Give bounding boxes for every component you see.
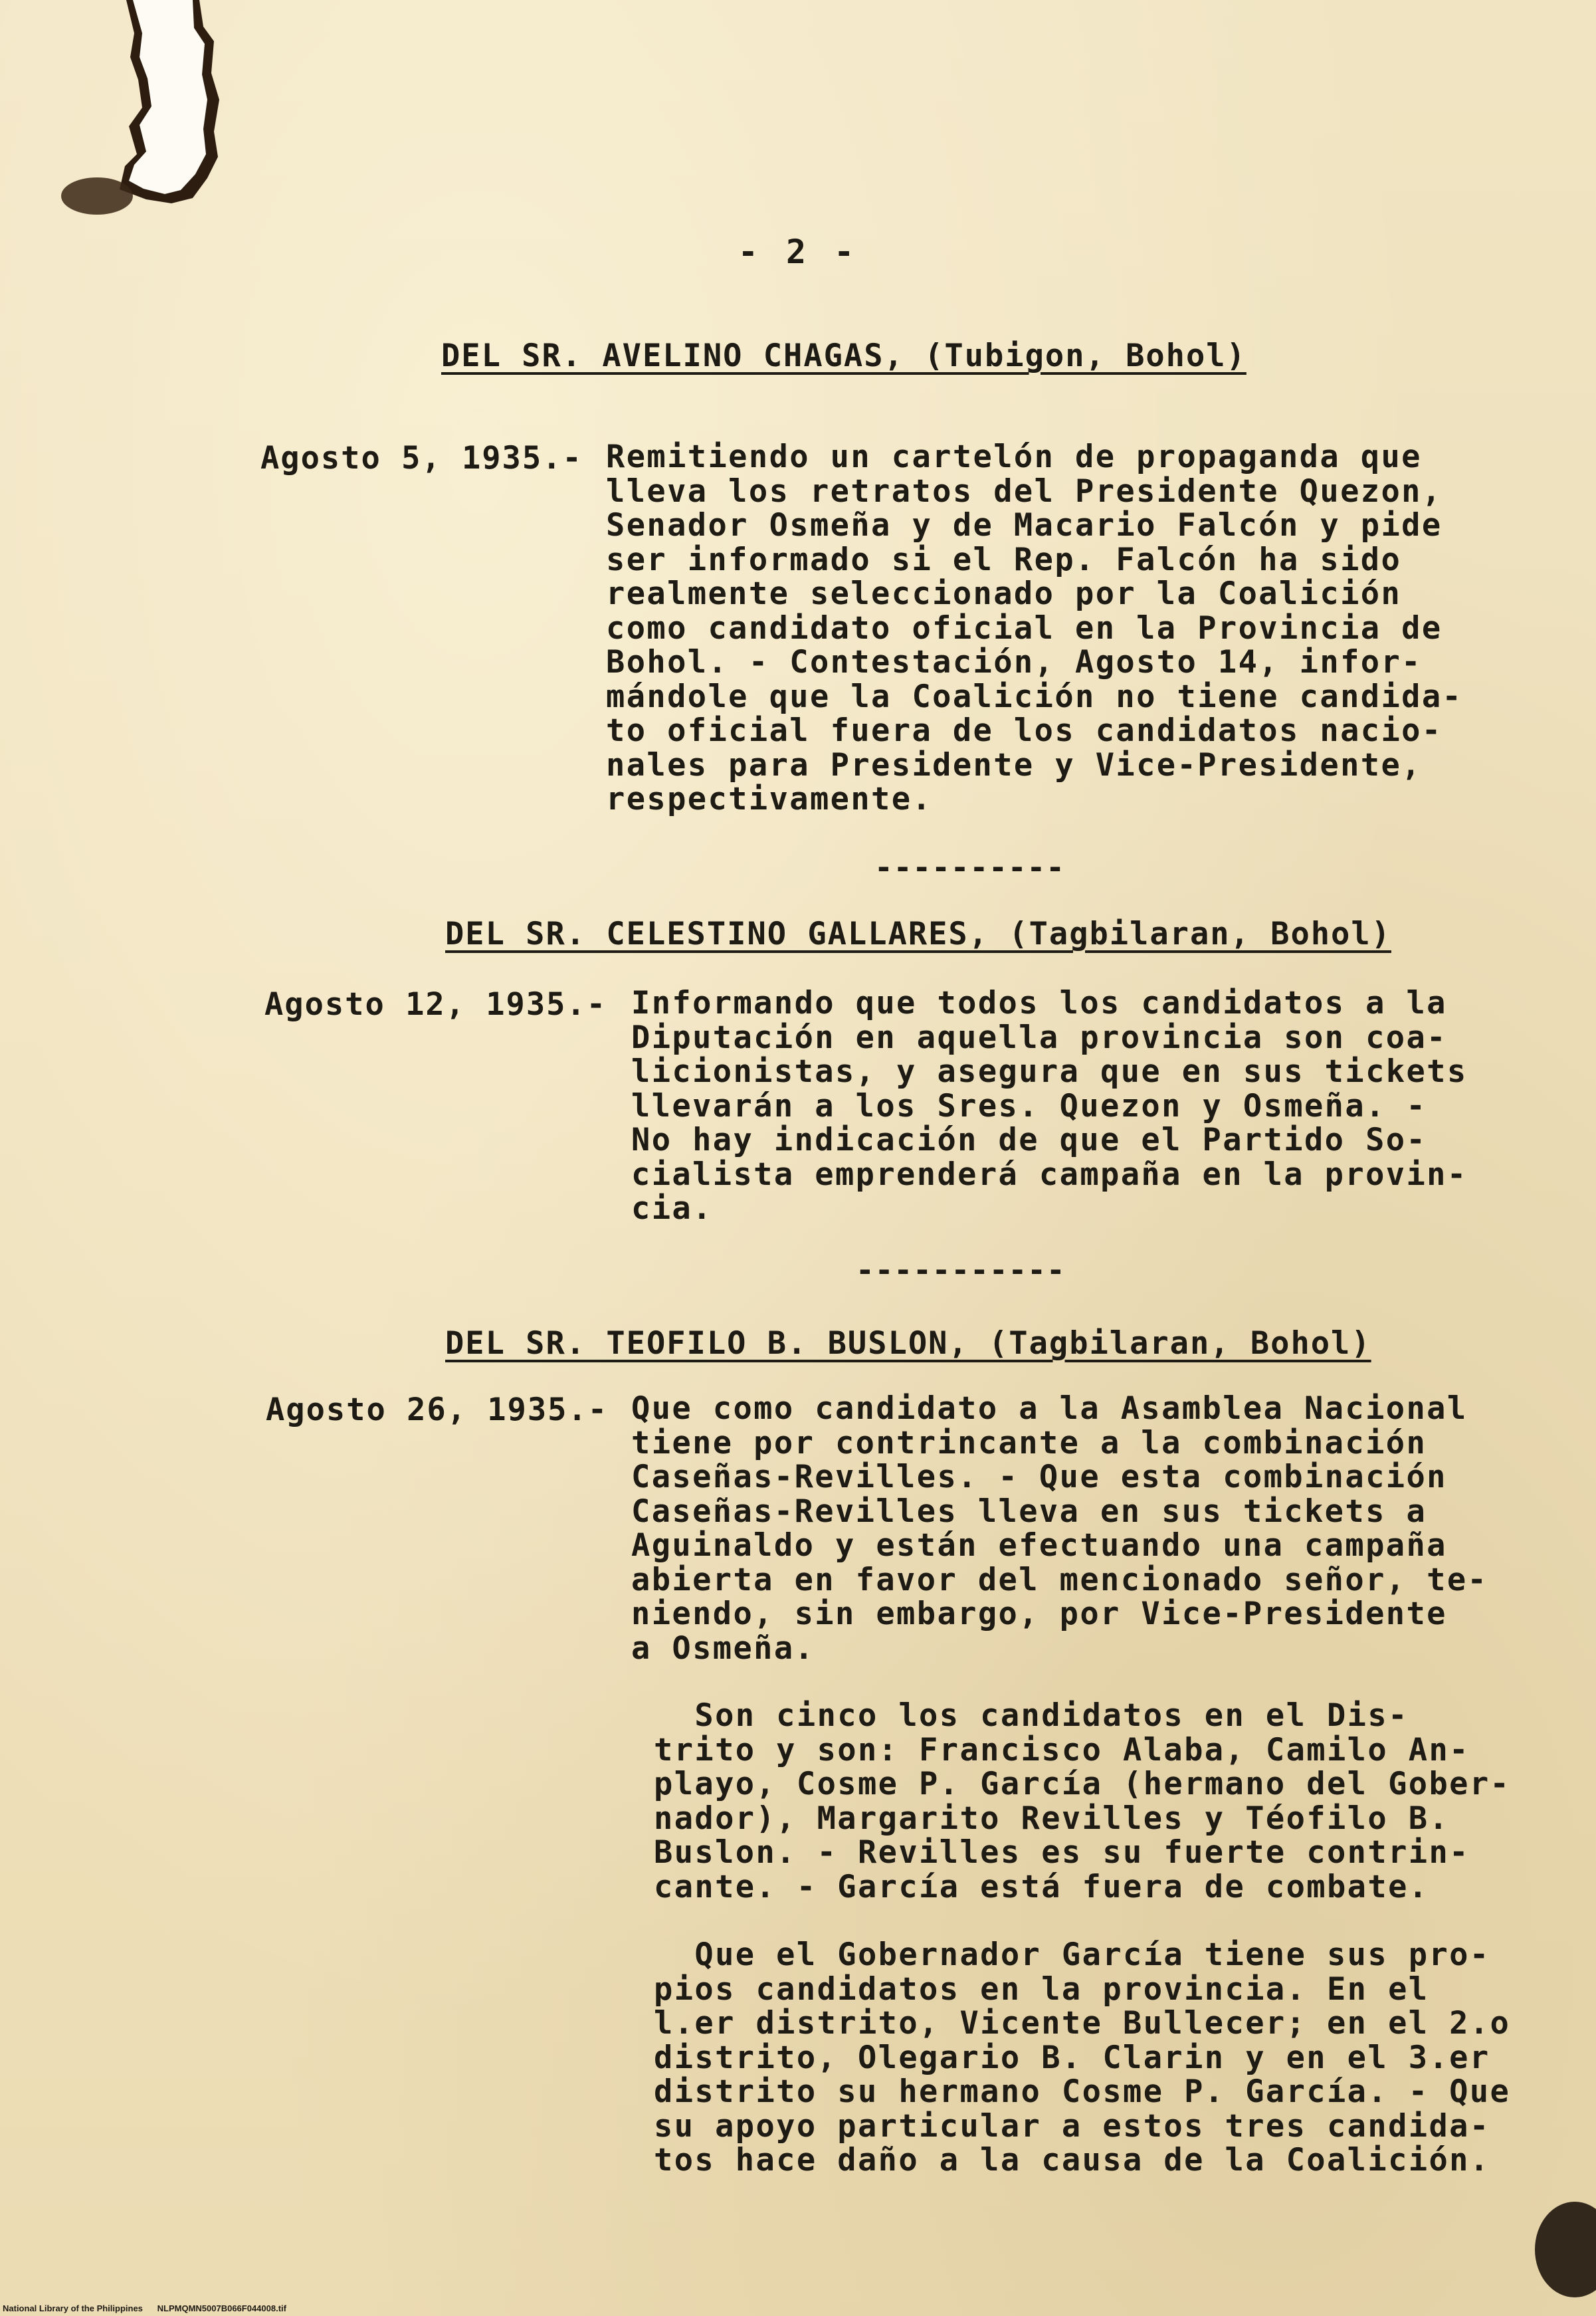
section-separator: ----------	[874, 849, 1065, 885]
text-line: realmente seleccionado por la Coalición	[606, 576, 1402, 612]
text-line: tos hace daño a la causa de la Coalición.	[654, 2142, 1490, 2178]
text-line: mándole que la Coalición no tiene candida-	[606, 678, 1463, 715]
text-line: nales para Presidente y Vice-Presidente,	[606, 746, 1422, 784]
page-number: - 2 -	[738, 233, 858, 271]
text-line: nador), Margarito Revilles y Téofilo B.	[654, 1800, 1450, 1837]
text-line: cia.	[631, 1190, 713, 1227]
text-line: Informando que todos los candidatos a la	[631, 985, 1447, 1021]
text-line: pios candidatos en la provincia. En el	[654, 1970, 1429, 2008]
text-line: a Osmeña.	[631, 1630, 815, 1667]
text-line: su apoyo particular a estos tres candida-	[654, 2107, 1490, 2145]
text-line: distrito, Olegario B. Clarin y en el 3.er	[654, 2039, 1490, 2076]
text-line: playo, Cosme P. García (hermano del Gober-	[654, 1766, 1511, 1802]
entry-date: Agosto 26, 1935.-	[266, 1392, 609, 1428]
text-line: trito y son: Francisco Alaba, Camilo An-	[654, 1731, 1470, 1768]
text-line: Buslon. - Revilles es su fuerte contrin-	[654, 1834, 1470, 1871]
scan-footer	[3, 2303, 286, 2313]
text-line: cialista emprenderá campaña en la provin-	[631, 1156, 1468, 1193]
text-line: lleva los retratos del Presidente Quezon,	[606, 473, 1443, 510]
text-line: Senador Osmeña y de Macario Falcón y pide	[606, 507, 1443, 544]
text-line: Caseñas-Revilles. - Que esta combinación	[631, 1459, 1447, 1495]
text-line: ser informado si el Rep. Falcón ha sido	[606, 541, 1402, 578]
text-line: l.er distrito, Vicente Bullecer; en el 2.o	[654, 2005, 1511, 2042]
text-line: Que el Gobernador García tiene sus pro-	[654, 1937, 1490, 1973]
text-line: Son cinco los candidatos en el Dis-	[654, 1697, 1409, 1734]
text-line: Diputación en aquella provincia son coa-	[631, 1019, 1447, 1056]
text-line: to oficial fuera de los candidatos nacio-	[606, 712, 1443, 749]
text-line: No hay indicación de que el Partido So-	[631, 1122, 1427, 1158]
text-line: niendo, sin embargo, por Vice-Presidente	[631, 1596, 1447, 1632]
entry-paragraph	[631, 1392, 1488, 1665]
text-line: llevarán a los Sres. Quezon y Osmeña. -	[631, 1087, 1427, 1124]
text-line: tiene por contrincante a la combinación	[631, 1424, 1427, 1461]
text-line: licionistas, y asegura que en sus tickets	[631, 1053, 1468, 1090]
text-line: Que como candidato a la Asamblea Nacional	[631, 1390, 1468, 1427]
entry-heading: DEL SR. CELESTINO GALLARES, (Tagbilaran, Bohol)	[445, 916, 1391, 952]
entry-date: Agosto 12, 1935.-	[264, 986, 607, 1023]
text-line: Remitiendo un cartelón de propaganda que	[606, 439, 1422, 475]
entry-paragraph	[606, 440, 1462, 817]
text-line: Aguinaldo y están efectuando una campaña	[631, 1527, 1447, 1564]
text-line: como candidato oficial en la Provincia de	[606, 609, 1443, 647]
burn-stain-top-left	[57, 169, 137, 223]
text-line: abierta en favor del mencionado señor, te-	[631, 1561, 1488, 1598]
entry-date: Agosto 5, 1935.-	[260, 440, 583, 476]
text-line: distrito su hermano Cosme P. García. - Que	[654, 2073, 1511, 2110]
footer-library: National Library of the Philippines	[3, 2303, 143, 2313]
entry-paragraph	[631, 986, 1468, 1226]
entry-paragraph	[654, 1938, 1510, 2178]
section-separator: -----------	[856, 1252, 1066, 1288]
entry-paragraph	[654, 1699, 1510, 1904]
footer-file-id: NLPMQMN5007B066F044008.tif	[157, 2303, 286, 2313]
text-line: respectivamente.	[606, 781, 933, 817]
entry-heading: DEL SR. TEOFILO B. BUSLON, (Tagbilaran, Bohol)	[445, 1325, 1371, 1362]
text-line: Bohol. - Contestación, Agosto 14, infor-	[606, 644, 1422, 681]
text-line: cante. - García está fuera de combate.	[654, 1868, 1429, 1905]
burn-stain-bottom-right	[1528, 2200, 1596, 2299]
text-line: Caseñas-Revilles lleva en sus tickets a	[631, 1493, 1427, 1530]
entry-heading: DEL SR. AVELINO CHAGAS, (Tubigon, Bohol)	[441, 338, 1247, 374]
